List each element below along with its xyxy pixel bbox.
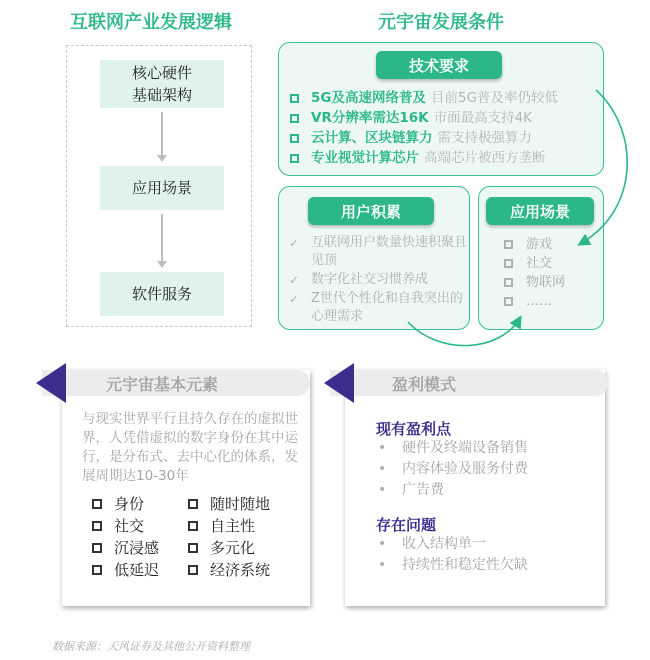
element-label: 随时随地	[210, 495, 271, 513]
logic-step-software: 软件服务	[100, 272, 224, 316]
element-label: 经济系统	[210, 561, 271, 579]
user-accumulation-label: 用户积累	[308, 197, 434, 225]
checkbox-square-icon	[188, 543, 198, 553]
list-item	[92, 538, 188, 558]
tech-item-note: 高端芯片被西方垄断	[424, 150, 546, 166]
tech-item-main: 5G及高速网络普及	[311, 90, 426, 106]
element-label: 沉浸感	[114, 539, 160, 557]
element-label: 低延迟	[114, 561, 160, 579]
list-item: • 广告费	[376, 480, 528, 501]
scene-label: 社交	[526, 256, 553, 271]
tech-item-note: 目前5G普及率仍较低	[430, 90, 559, 106]
list-item	[188, 538, 298, 558]
list-item	[188, 516, 298, 536]
element-label: 多元化	[210, 539, 256, 557]
curved-arrow-icon	[408, 318, 520, 346]
list-item	[92, 516, 188, 536]
checkbox-square-icon	[188, 521, 198, 531]
checkbox-square-icon	[92, 565, 102, 575]
checkbox-square-icon	[92, 499, 102, 509]
list-item: • 内容体验及服务付费	[376, 459, 528, 480]
element-label: 社交	[114, 517, 145, 535]
list-item	[188, 494, 298, 514]
checkbox-square-icon	[92, 543, 102, 553]
list-item: • 收入结构单一	[376, 534, 528, 555]
list-item: ✓ 数字化社交习惯养成	[289, 271, 467, 289]
basic-elements-banner	[42, 370, 310, 396]
element-label: 身份	[114, 495, 145, 513]
list-item: ✓ Z世代个性化和自我突出的心理需求	[289, 290, 467, 326]
right-section-title: 元宇宙发展条件	[378, 12, 504, 33]
logic-step-scenes: 应用场景	[100, 166, 224, 210]
chevron-left-icon	[36, 363, 66, 403]
tech-item-main: 云计算、区块链算力	[311, 130, 433, 146]
issues-list	[376, 534, 528, 576]
basic-elements-description: 与现实世界平行且持久存在的虚拟世界，人凭借虚拟的数字身份在其中运行，是分布式、去中心化的体系，发展周期达10-30年	[82, 411, 298, 484]
list-item	[92, 494, 188, 514]
element-label: 自主性	[210, 517, 256, 535]
logic-step-hardware: 核心硬件 基础架构	[100, 60, 224, 108]
list-item	[188, 560, 298, 580]
basic-elements-title: 元宇宙基本元素	[106, 374, 219, 394]
curved-arrow-icon	[580, 90, 627, 244]
tech-item-main: VR分辨率需达16K	[311, 110, 429, 126]
profit-model-banner	[330, 370, 608, 396]
application-scenes-label: 应用场景	[486, 197, 594, 225]
scene-label: 物联网	[526, 275, 566, 290]
checkbox-square-icon	[188, 565, 198, 575]
list-item: ✓ 互联网用户数量快速积聚且见顶	[289, 234, 467, 270]
tech-item-main: 专业视觉计算芯片	[311, 150, 419, 166]
checkbox-square-icon	[92, 521, 102, 531]
data-source-note: 数据来源：天风证券及其他公开资料整理	[52, 640, 250, 653]
list-item: • 持续性和稳定性欠缺	[376, 555, 528, 576]
tech-item-note: 需支持极强算力	[437, 130, 532, 146]
left-section-title: 互联网产业发展逻辑	[70, 12, 232, 33]
existing-profit-list	[376, 438, 528, 501]
tech-requirements-label: 技术要求	[376, 51, 502, 79]
list-item	[92, 560, 188, 580]
tech-item-note: 市面最高支持4K	[433, 110, 533, 126]
issues-heading: 存在问题	[376, 516, 437, 534]
list-item: • 硬件及终端设备销售	[376, 438, 528, 459]
basic-elements-list	[92, 494, 298, 580]
scene-label: ……	[526, 294, 552, 309]
checkbox-square-icon	[188, 499, 198, 509]
scene-label: 游戏	[526, 237, 553, 252]
chevron-left-icon	[324, 363, 354, 403]
profit-model-title: 盈利模式	[392, 374, 457, 394]
existing-profit-heading: 现有盈利点	[376, 420, 452, 438]
